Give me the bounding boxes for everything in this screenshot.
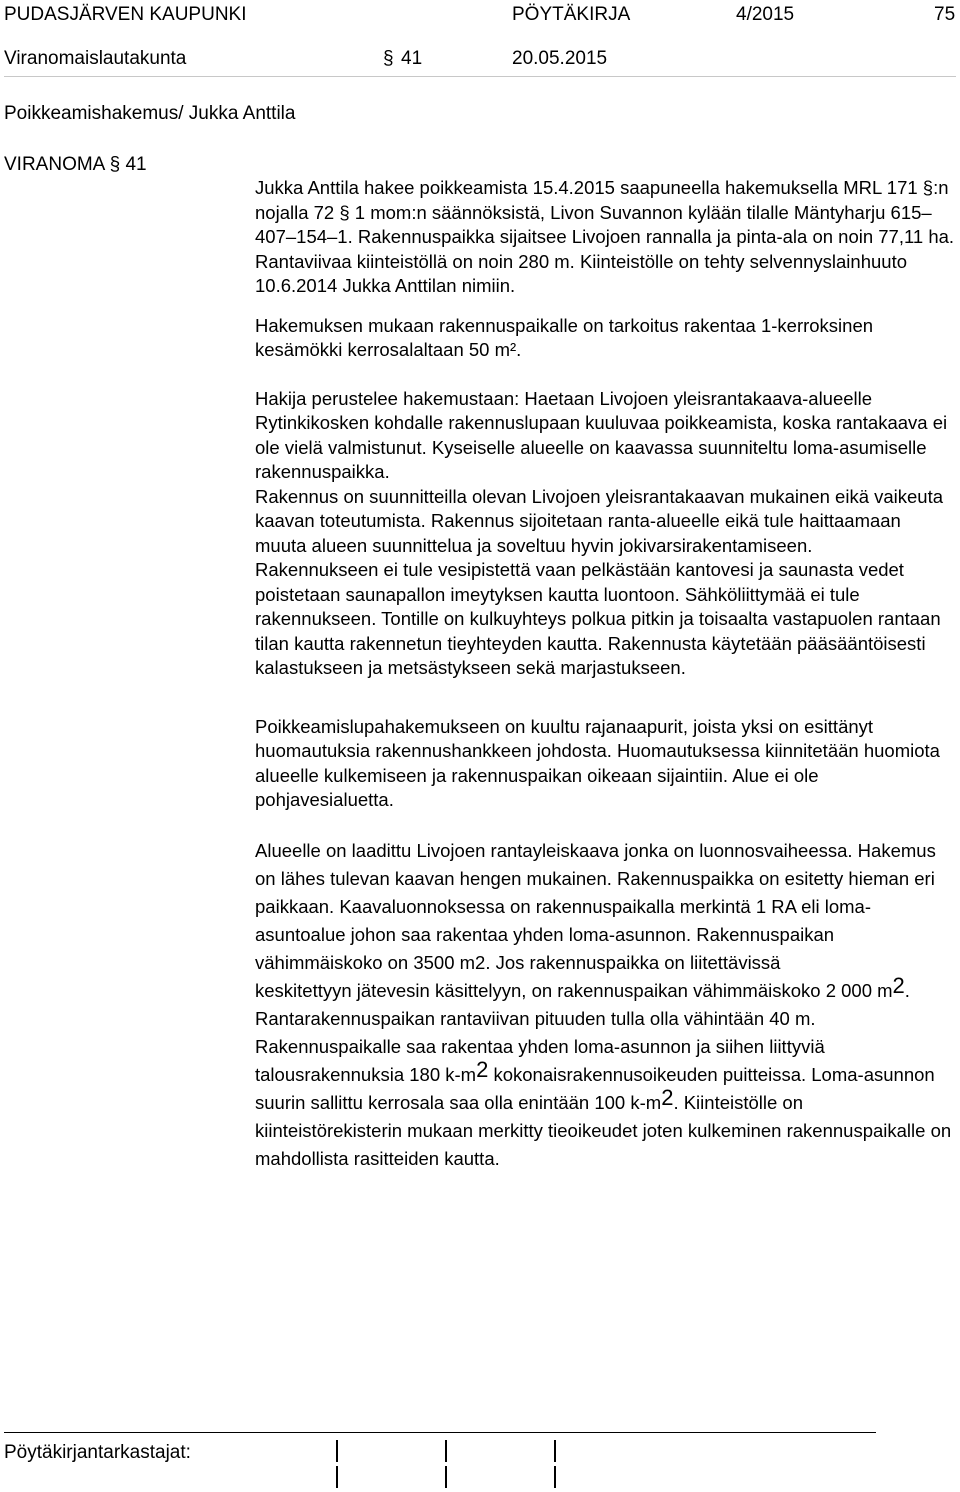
doc-number: 4/2015 xyxy=(736,4,795,25)
p1-section-sign-2: § xyxy=(339,201,350,223)
paragraph-justification: Hakija perustelee hakemustaan: Haetaan Livojoen yleisrantakaava-alueelle Rytinkikosken kohdalle rakennuslupaan kuuluvaa poikkeamista, koska rantakaava ei ole vielä valmistunut. Kyseiselle alueelle on kaavassa suunniteltu loma-asumiselle rakennuspaikka. xyxy=(255,387,948,482)
section-label xyxy=(4,154,147,176)
signature-field-6 xyxy=(554,1466,556,1488)
superscript-2: 2 xyxy=(476,1056,489,1082)
section-label-number: 41 xyxy=(125,154,147,175)
signature-field-5 xyxy=(445,1466,447,1488)
signature-field-4 xyxy=(336,1466,338,1488)
paragraph-neighbours: Poikkeamislupahakemukseen on kuultu rajanaapurit, joista yksi on esittänyt huomautuksia rakennushankkeen johdosta. Huomautuksessa kiinnitetään huomiota alueelle kulkemiseen ja rakennuspaikan oikeaan sijaintiin. Alue ei ole pohjavesialuetta. xyxy=(255,715,940,810)
doc-type: PÖYTÄKIRJA xyxy=(512,4,631,25)
section-sign: § xyxy=(383,48,394,69)
paragraph-shore-plan xyxy=(255,837,955,1173)
paragraph-utilities: Rakennukseen ei tule vesipistettä vaan pelkästään kantovesi ja saunasta vedet poistetaan saunapallon imeytyksen kautta luontoon. Sähköliittymää ei tule rakennukseen. Tontille on kulkuyhteys polkua pitkin ja toisaalta vastapuolen rantaan tilan kautta rakennetun tieyhteyden kautta. Rakennusta käytetään pääsääntöisesti kalastukseen ja metsästykseen sekä marjastukseen. xyxy=(255,559,941,678)
p7-text-a: Alueelle on laadittu Livojoen rantayleiskaava jonka on luonnosvaiheessa. Hakemus on lähes tulevan kaavan hengen mukainen. Rakennuspaikka on esitetty hieman eri paikkaan. Kaavaluonnoksessa on rakennuspaikalla merkintä 1 RA eli loma-asuntoalue johon saa rakentaa yhden loma-asunnon. Rakennuspaikan vähimmäiskoko on 3500 m2. Jos rakennuspaikka on liitettävissä xyxy=(255,839,936,973)
page-title: Poikkeamishakemus/ Jukka Anttila xyxy=(4,103,296,124)
section-label-text: VIRANOMA xyxy=(4,154,105,175)
section-label-sign: § xyxy=(109,154,121,175)
superscript-2: 2 xyxy=(892,972,905,998)
footer-divider xyxy=(4,1432,876,1433)
p1-text-a: Jukka Anttila hakee poikkeamista 15.4.2015 saapuneella hakemuksella MRL 171 xyxy=(255,177,923,198)
p1-section-sign-1: § xyxy=(922,177,934,198)
section-number: 41 xyxy=(401,48,423,69)
meeting-date: 20.05.2015 xyxy=(512,48,608,69)
committee-name: Viranomaislautakunta xyxy=(4,48,187,69)
p7-text-c: . Rantarakennuspaikan rantaviivan pituuden tulla olla vähintään 40 m. Rakennuspaikalle saa rakentaa yhden loma-asunnon ja siihen liittyviä talousrakennuksia 180 k-m xyxy=(255,979,910,1085)
minutes-examiners-label: Pöytäkirjantarkastajat: xyxy=(4,1442,191,1463)
signature-field-3 xyxy=(554,1440,556,1462)
paragraph-plan-compat: Rakennus on suunnitteilla olevan Livojoen yleisrantakaavan mukainen eikä vaikeuta kaavan toteutumista. Rakennus sijoitetaan ranta-alueelle eikä tule haittaamaan muuta alueen suunnittelua ja soveltuu hyvin jokivarsirakentamiseen. xyxy=(255,485,944,556)
header-divider xyxy=(4,76,956,77)
p1-text-b: :n nojalla 72 xyxy=(255,177,949,223)
superscript-2: 2 xyxy=(661,1084,674,1110)
p1-text-c: 1 mom:n säännöksistä, Livon Suvannon kylään tilalle Mäntyharju 615–407–154–1. Rakennuspaikka sijaitsee Livojoen rannalla ja pinta-ala on noin 77,11 ha. Rantaviivaa kiinteistöllä on noin 280 m. Kiinteistölle on tehty selvennyslainhuuto 10.6.2014 Jukka Anttilan nimiin. xyxy=(255,201,955,296)
p7-text-b: keskitettyyn jätevesin käsittelyyn, on rakennuspaikan vähimmäiskoko 2 000 m xyxy=(255,979,893,1001)
document-body xyxy=(255,176,955,1173)
page-number: 75 xyxy=(934,4,956,25)
p7-text-e: . Kiinteistölle on kiinteistörekisterin mukaan merkitty tieoikeudet joten kulkeminen rakennuspaikalle on mahdollista rasitteiden kautta. xyxy=(255,1091,952,1169)
org-name: PUDASJÄRVEN KAUPUNKI xyxy=(4,4,247,25)
paragraph-building: Hakemuksen mukaan rakennuspaikalle on tarkoitus rakentaa 1-kerroksinen kesämökki kerrosalaltaan 50 m². xyxy=(255,314,874,360)
signature-field-2 xyxy=(445,1440,447,1462)
signature-field-1 xyxy=(336,1440,338,1462)
paragraph-application xyxy=(255,176,955,299)
p7-text-d: kokonaisrakennusoikeuden puitteissa. Loma-asunnon suurin sallittu kerrosala saa olla enintään 100 k-m xyxy=(255,1063,935,1113)
